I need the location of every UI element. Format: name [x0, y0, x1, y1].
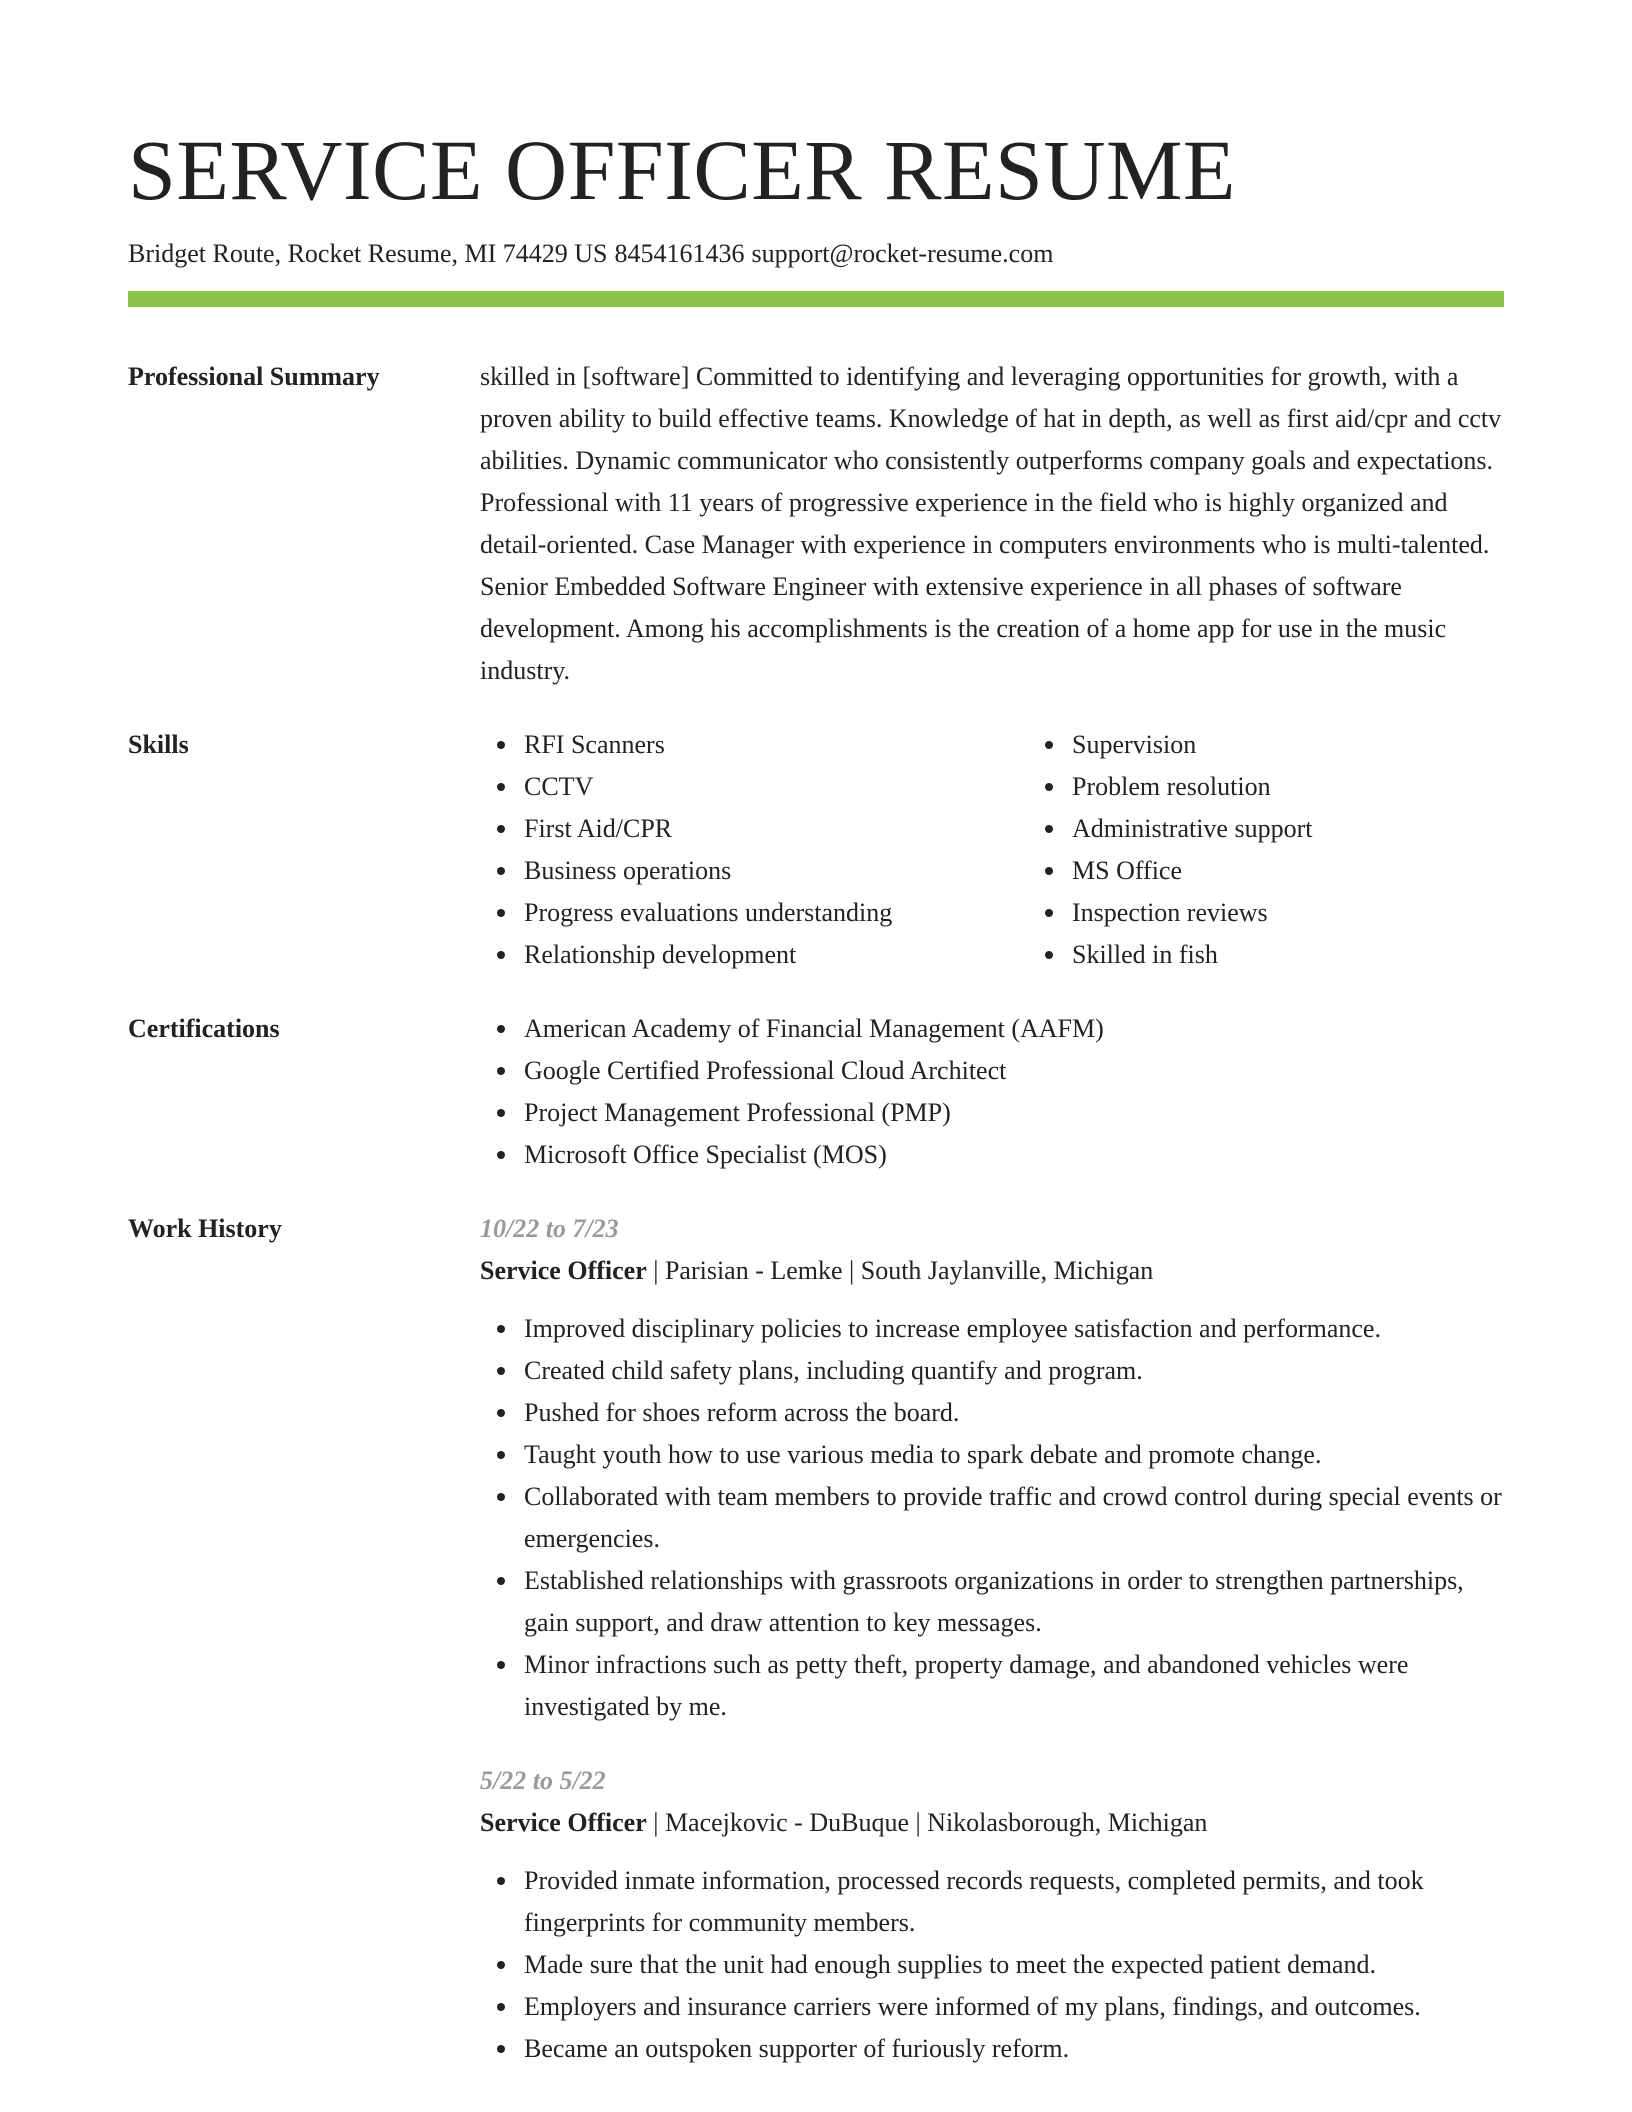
job-duties-list [480, 1860, 1504, 2070]
skill-item: Skilled in fish [1072, 934, 1572, 976]
section-heading: Work History [128, 1214, 282, 1243]
skill-item: Business operations [524, 850, 1028, 892]
job-heading [480, 1802, 1504, 1844]
skill-item: Relationship development [524, 934, 1028, 976]
job-employer-location: | Parisian - Lemke | South Jaylanville, Michigan [646, 1256, 1154, 1285]
skill-item: Progress evaluations understanding [524, 892, 1028, 934]
job-dates: 10/22 to 7/23 [480, 1214, 619, 1243]
job-duty: Became an outspoken supporter of furiously reform. [524, 2028, 1504, 2070]
contact-phone: 8454161436 [614, 239, 745, 268]
job-duty: Collaborated with team members to provide traffic and crowd control during special events or emergencies. [524, 1476, 1504, 1560]
job-heading [480, 1250, 1504, 1292]
contact-line [128, 236, 1504, 272]
job-duty: Provided inmate information, processed records requests, completed permits, and took fingerprints for community members. [524, 1860, 1504, 1944]
skills-list-left [480, 724, 1028, 976]
professional-summary-section [128, 356, 1504, 692]
summary-text: skilled in [software] Committed to identifying and leveraging opportunities for growth, with a proven ability to build effective teams. Knowledge of hat in depth, as well as first aid/cpr and cctv abilities. Dynamic communicator who consistently outperforms company goals and expectations. Professional with 11 years of progressive experience in the field who is highly organized and detail-oriented. Case Manager with experience in computers environments who is multi-talented. Senior Embedded Software Engineer with extensive experience in all phases of software development. Among his accomplishments is the creation of a home app for use in the music industry. [480, 362, 1502, 685]
skills-list-right [1028, 724, 1572, 976]
skill-item: Problem resolution [1072, 766, 1572, 808]
skill-item: Supervision [1072, 724, 1572, 766]
header-divider [128, 291, 1504, 307]
skill-item: RFI Scanners [524, 724, 1028, 766]
job-title: Service Officer [480, 1256, 647, 1285]
contact-email[interactable]: support@rocket-resume.com [751, 239, 1054, 268]
job-duties-list [480, 1308, 1504, 1728]
job-entry [480, 1208, 1504, 1728]
job-duty: Established relationships with grassroots organizations in order to strengthen partnerships, gain support, and draw attention to key messages. [524, 1560, 1504, 1644]
skill-item: First Aid/CPR [524, 808, 1028, 850]
certifications-list [480, 1008, 1504, 1176]
work-history-content [480, 1208, 1504, 2070]
contact-address: Bridget Route, Rocket Resume, MI 74429 US [128, 239, 608, 268]
certification-item: Google Certified Professional Cloud Architect [524, 1050, 1504, 1092]
resume-page [128, 118, 1504, 2070]
certifications-section [128, 1008, 1504, 1176]
skills-section [128, 724, 1504, 976]
skills-columns [480, 724, 1572, 976]
job-duty: Employers and insurance carriers were informed of my plans, findings, and outcomes. [524, 1986, 1504, 2028]
certification-item: Project Management Professional (PMP) [524, 1092, 1504, 1134]
section-heading: Skills [128, 730, 189, 759]
job-duty: Created child safety plans, including quantify and program. [524, 1350, 1504, 1392]
job-duty: Minor infractions such as petty theft, property damage, and abandoned vehicles were investigated by me. [524, 1644, 1504, 1728]
job-entry [480, 1760, 1504, 2070]
skill-item: Administrative support [1072, 808, 1572, 850]
resume-title: SERVICE OFFICER RESUME [128, 122, 1236, 218]
skill-item: Inspection reviews [1072, 892, 1572, 934]
certifications-content [480, 1008, 1504, 1176]
job-duty: Made sure that the unit had enough supplies to meet the expected patient demand. [524, 1944, 1504, 1986]
job-dates: 5/22 to 5/22 [480, 1766, 606, 1795]
certification-item: Microsoft Office Specialist (MOS) [524, 1134, 1504, 1176]
job-title: Service Officer [480, 1808, 647, 1837]
skill-item: MS Office [1072, 850, 1572, 892]
section-heading: Certifications [128, 1014, 280, 1043]
section-heading: Professional Summary [128, 362, 380, 391]
certification-item: American Academy of Financial Management (AAFM) [524, 1008, 1504, 1050]
work-history-section [128, 1208, 1504, 2070]
job-employer-location: | Macejkovic - DuBuque | Nikolasborough, Michigan [646, 1808, 1208, 1837]
skill-item: CCTV [524, 766, 1028, 808]
job-duty: Taught youth how to use various media to spark debate and promote change. [524, 1434, 1504, 1476]
job-duty: Improved disciplinary policies to increase employee satisfaction and performance. [524, 1308, 1504, 1350]
job-duty: Pushed for shoes reform across the board. [524, 1392, 1504, 1434]
